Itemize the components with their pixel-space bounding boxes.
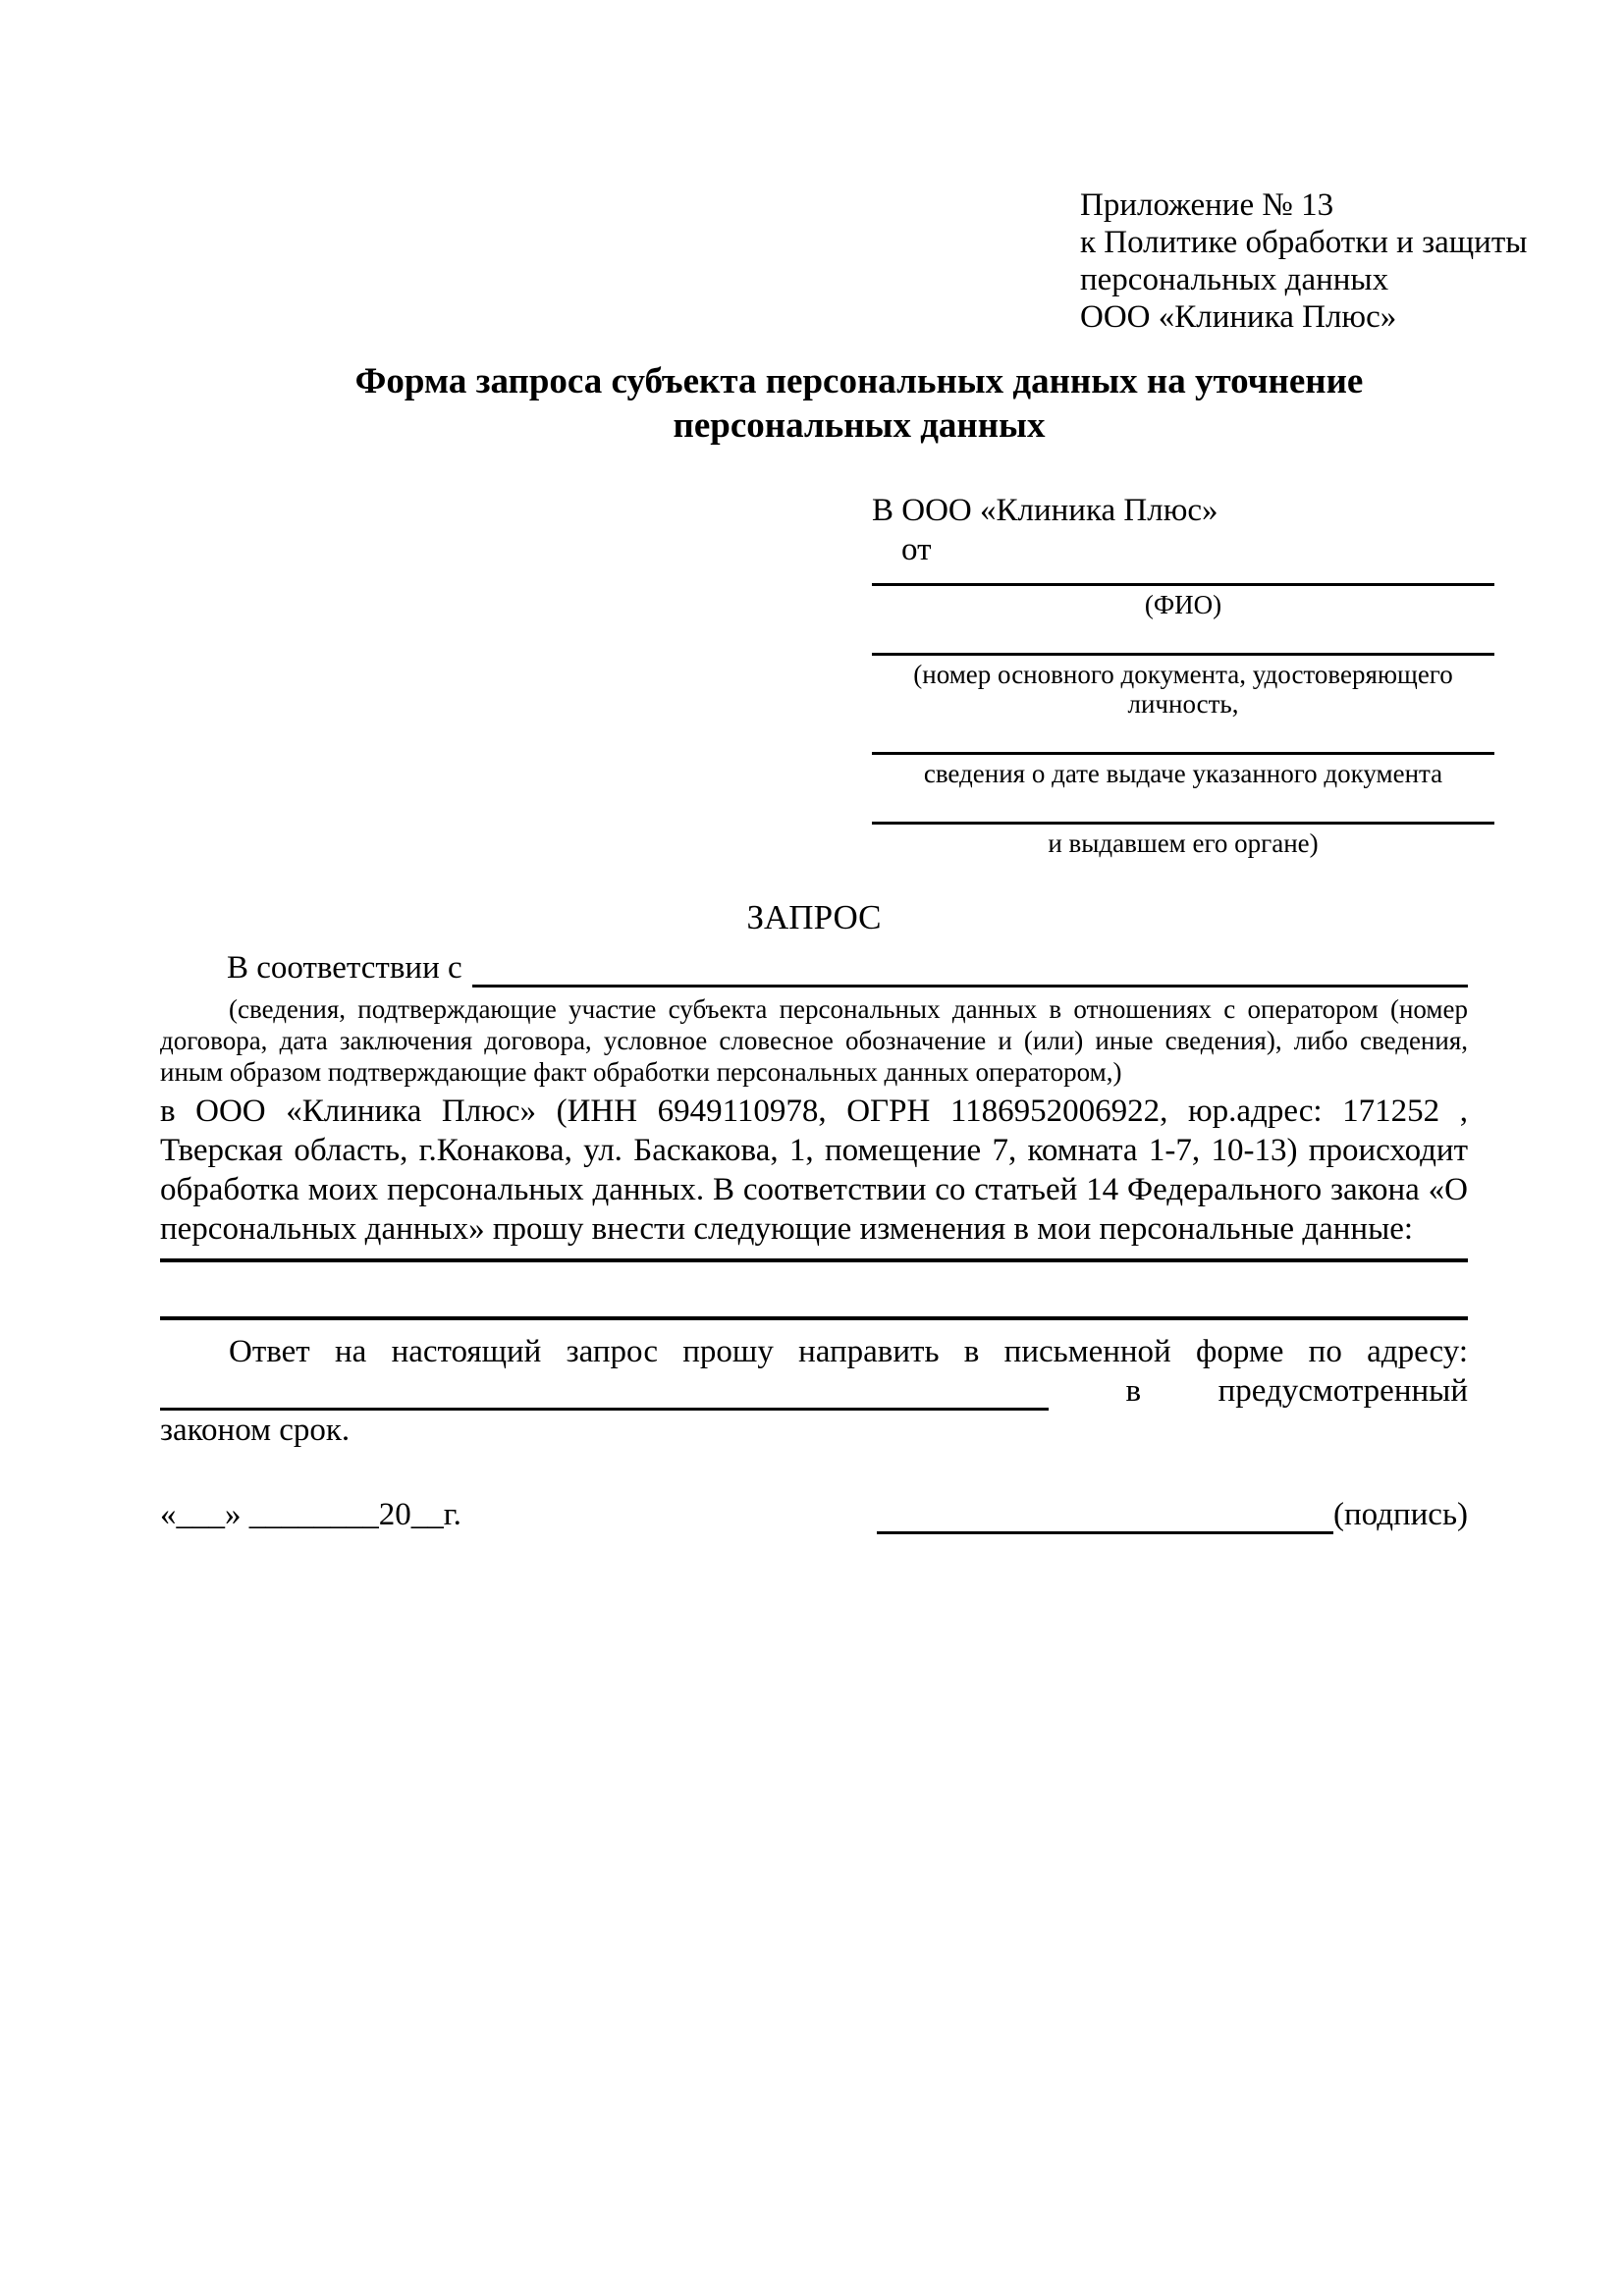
fio-caption: (ФИО) bbox=[1144, 590, 1222, 619]
date-blank-line[interactable]: «___» ________20__г. bbox=[160, 1497, 461, 1532]
accordance-write-line[interactable] bbox=[472, 948, 1468, 988]
signature-write-line[interactable] bbox=[877, 1496, 1333, 1534]
answer-line-1: Ответ на настоящий запрос прошу направить в письменной форме по адресу: bbox=[229, 1334, 1468, 1369]
form-title: Форма запроса субъекта персональных данных на уточнение персональных данных bbox=[354, 361, 1364, 446]
addressee-to: В ООО «Клиника Плюс» bbox=[872, 493, 1218, 528]
appendix-line: Приложение № 13 bbox=[1080, 187, 1334, 223]
answer-word-prescribed: предусмотренный bbox=[1218, 1373, 1468, 1409]
body-paragraph: в ООО «Клиника Плюс» (ИНН 6949110978, ОГРН 1186952006922, юр.адрес: 171252 , Тверская область, г.Конакова, ул. Баскакова, 1, помещение 7, комната 1-7, 10-13) происходит обработка моих персональных данных. В соответствии со статьей 14 Федерального закона «О персональных данных» прошу внести следующие изменения в мои персональные данные: bbox=[160, 1094, 1468, 1247]
appendix-header bbox=[1080, 187, 1624, 336]
answer-line-3: законом срок. bbox=[160, 1413, 351, 1448]
document-number-caption: (номер основного документа, удостоверяющего личность, bbox=[913, 660, 1453, 719]
issuing-authority-write-line[interactable] bbox=[872, 822, 1494, 825]
address-write-line[interactable] bbox=[160, 1372, 1049, 1411]
changes-write-line-2[interactable] bbox=[160, 1262, 1468, 1320]
changes-write-line-1[interactable] bbox=[160, 1249, 1468, 1262]
issuing-authority-caption: и выдавшем его органе) bbox=[1048, 828, 1319, 858]
date-signature-row bbox=[160, 1495, 1468, 1534]
answer-line-2 bbox=[160, 1371, 1468, 1411]
fio-write-line[interactable] bbox=[872, 583, 1494, 586]
document-number-write-line[interactable] bbox=[872, 653, 1494, 656]
accordance-row bbox=[160, 948, 1468, 988]
appendix-line: персональных данных bbox=[1080, 262, 1389, 297]
accordance-label: В соответствии с bbox=[227, 950, 462, 986]
answer-paragraph bbox=[160, 1332, 1468, 1450]
appendix-line: к Политике обработки и защиты bbox=[1080, 225, 1528, 260]
addressee-block bbox=[872, 491, 1494, 858]
appendix-line: ООО «Клиника Плюс» bbox=[1080, 299, 1397, 335]
signature-caption: (подпись) bbox=[1333, 1497, 1468, 1532]
issue-date-caption: сведения о дате выдаче указанного документа bbox=[923, 759, 1443, 788]
issue-date-write-line[interactable] bbox=[872, 752, 1494, 755]
answer-word-in: в bbox=[1125, 1373, 1142, 1409]
addressee-from-label: от bbox=[901, 532, 932, 567]
signature-group bbox=[877, 1495, 1468, 1534]
small-print-note: (сведения, подтверждающие участие субъекта персональных данных в отношениях с оператором (номер договора, дата заключения договора, условное словесное обозначение и (или) иные сведения), либо сведения, иным образом подтверждающие факт обработки персональных данных оператором,) bbox=[160, 994, 1468, 1087]
request-heading: ЗАПРОС bbox=[746, 898, 882, 936]
